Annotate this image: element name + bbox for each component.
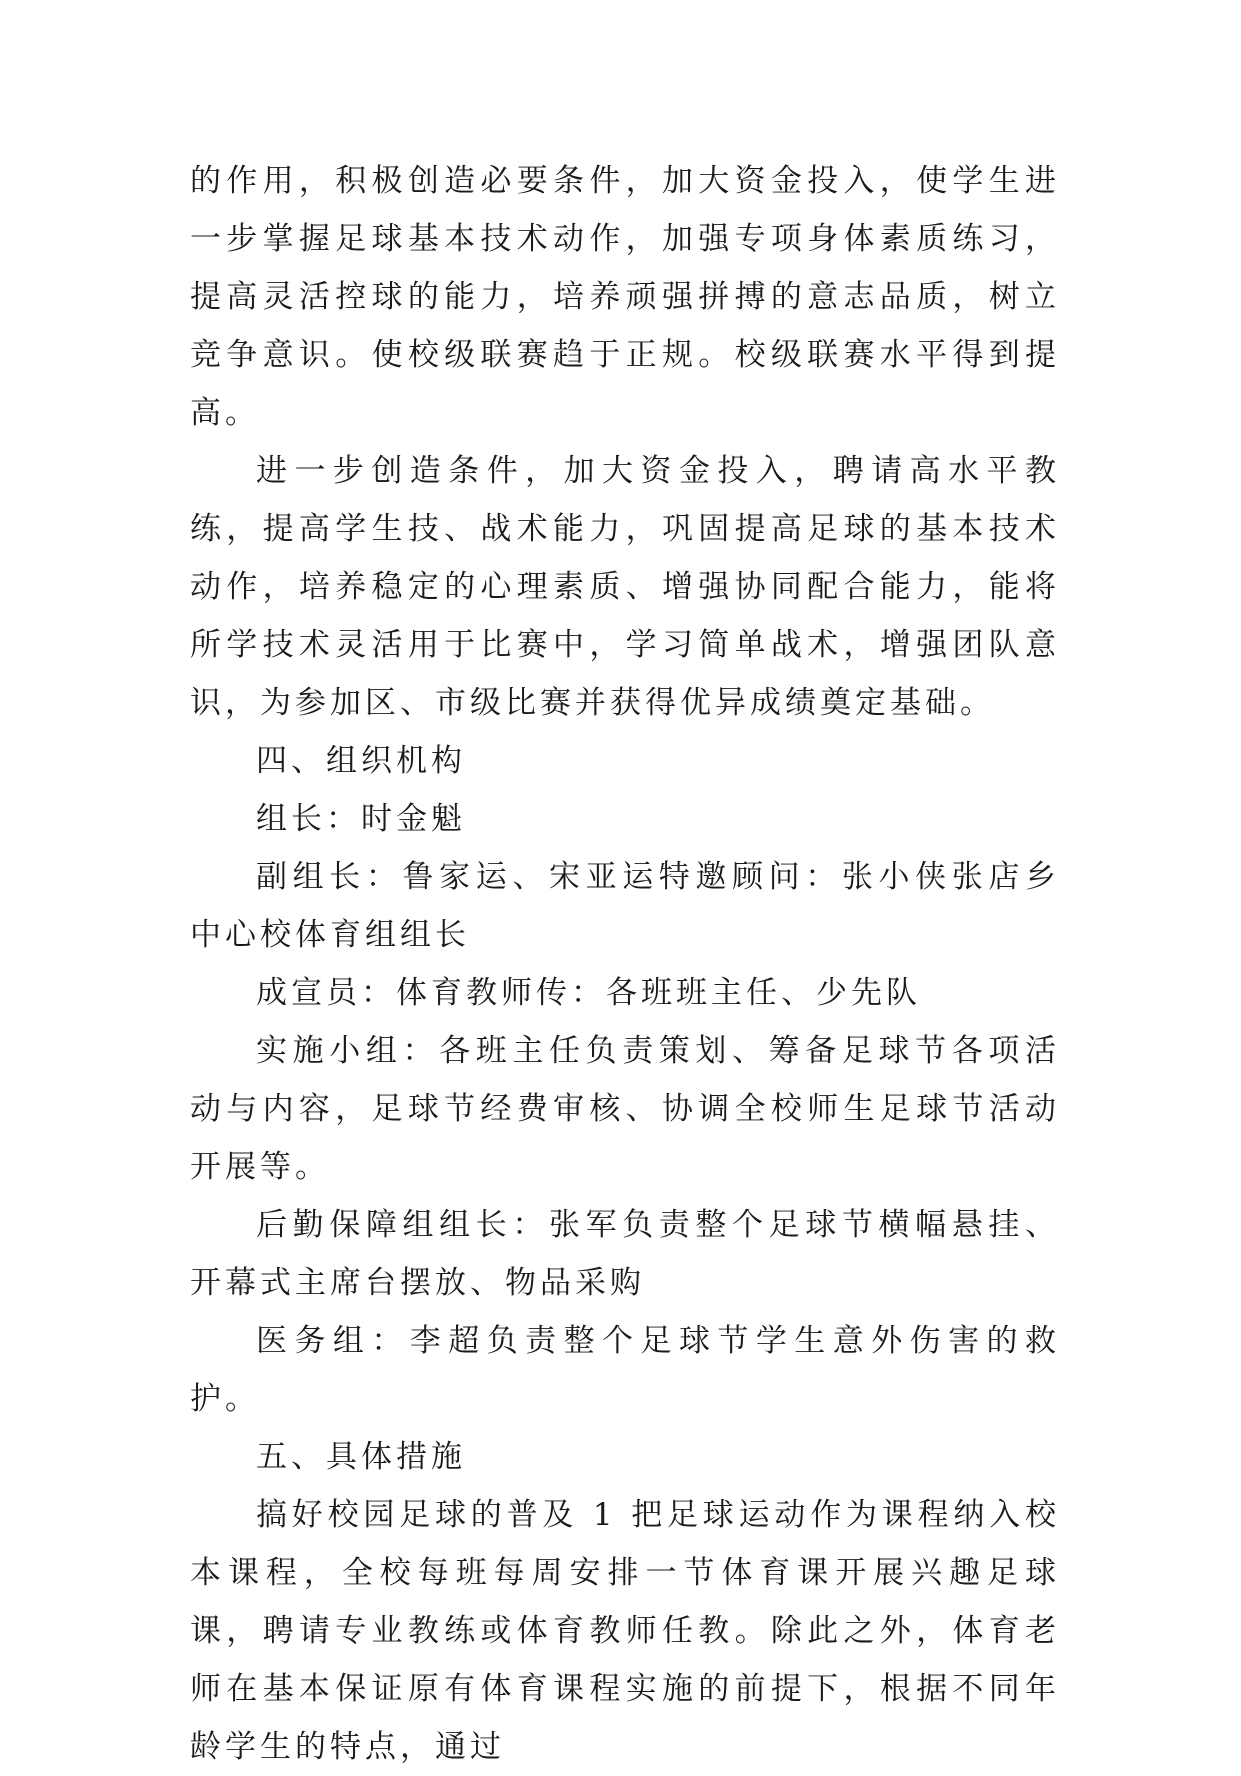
paragraph-logistics-group: 后勤保障组组长：张军负责整个足球节横幅悬挂、开幕式主席台摆放、物品采购 <box>190 1207 1060 1301</box>
paragraph-1: 的作用，积极创造必要条件，加大资金投入，使学生进一步掌握足球基本技术动作，加强专项身体素质练习，提高灵活控球的能力，培养顽强拼搏的意志品质，树立竞争意识。使校级联赛趋于正规。校级联赛水平得到提高。 <box>190 163 1060 431</box>
paragraph-measures-1: 搞好校园足球的普及 1 把足球运动作为课程纳入校本课程，全校每班每周安排一节体育课开展兴趣足球课，聘请专业教练或体育教师任教。除此之外，体育老师在基本保证原有体育课程实施的前提下，根据不同年龄学生的特点，通过 <box>190 1497 1060 1765</box>
paragraph-group-leader: 组长：时金魁 <box>256 801 466 837</box>
paragraph-medical-group: 医务组：李超负责整个足球节学生意外伤害的救护。 <box>190 1323 1060 1417</box>
paragraph-members: 成宣员：体育教师传：各班班主任、少先队 <box>256 975 921 1011</box>
section-heading-measures: 五、具体措施 <box>256 1439 466 1475</box>
document-body <box>190 152 1060 1776</box>
section-heading-organization: 四、组织机构 <box>256 743 466 779</box>
paragraph-deputy-leader: 副组长：鲁家运、宋亚运特邀顾问：张小侠张店乡中心校体育组组长 <box>190 859 1060 953</box>
paragraph-implementation-group: 实施小组：各班主任负责策划、筹备足球节各项活动与内容，足球节经费审核、协调全校师生足球节活动开展等。 <box>190 1033 1060 1185</box>
paragraph-2: 进一步创造条件，加大资金投入，聘请高水平教练，提高学生技、战术能力，巩固提高足球的基本技术动作，培养稳定的心理素质、增强协同配合能力，能将所学技术灵活用于比赛中，学习简单战术，增强团队意识，为参加区、市级比赛并获得优异成绩奠定基础。 <box>190 453 1060 721</box>
